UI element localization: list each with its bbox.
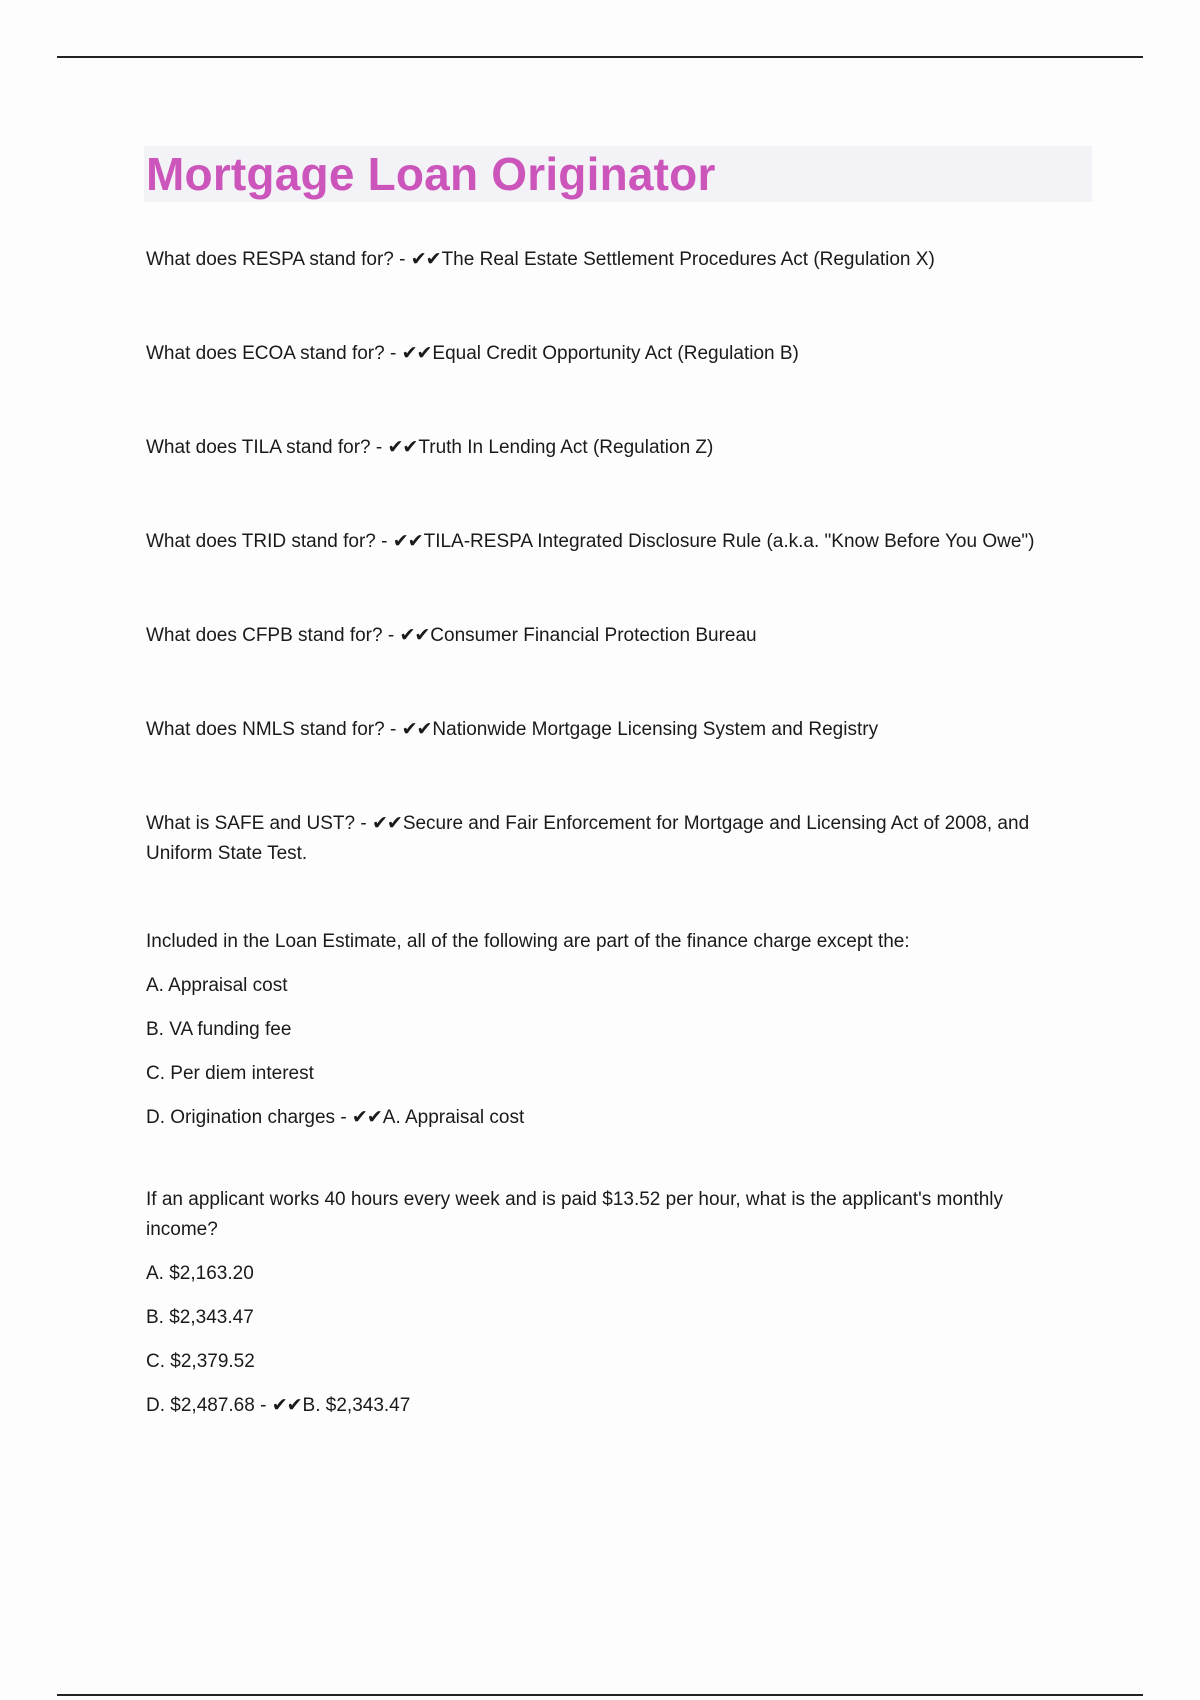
document-title: Mortgage Loan Originator	[146, 148, 716, 200]
double-check-icon: ✔✔	[351, 1107, 382, 1128]
qa-item	[146, 715, 1076, 745]
mc-option: A. $2,163.20	[146, 1263, 254, 1284]
question-text: What does TRID stand for? -	[146, 531, 393, 552]
double-check-icon: ✔✔	[410, 249, 441, 270]
question-text: What does RESPA stand for? -	[146, 249, 411, 270]
question-text: What does NMLS stand for? -	[146, 719, 402, 740]
answer-text: TILA-RESPA Integrated Disclosure Rule (a.k.a. "Know Before You Owe")	[423, 531, 1035, 552]
qa-item	[146, 245, 1076, 275]
qa-item	[146, 339, 1076, 369]
question-text: What does TILA stand for? -	[146, 437, 388, 458]
question-text: What does ECOA stand for? -	[146, 343, 402, 364]
double-check-icon: ✔✔	[387, 437, 418, 458]
mc-option: A. Appraisal cost	[146, 975, 288, 996]
mc-option: B. VA funding fee	[146, 1019, 292, 1040]
answer-text: B. $2,343.47	[302, 1395, 411, 1416]
mc-question	[146, 1185, 1076, 1421]
mc-question	[146, 927, 1076, 1133]
mc-option: C. Per diem interest	[146, 1063, 314, 1084]
document-body	[146, 245, 1076, 1473]
answer-text: A. Appraisal cost	[382, 1107, 525, 1128]
answer-text: The Real Estate Settlement Procedures Act (Regulation X)	[441, 249, 935, 270]
bottom-rule	[57, 1694, 1143, 1696]
double-check-icon: ✔✔	[371, 813, 402, 834]
answer-text: Nationwide Mortgage Licensing System and Registry	[432, 719, 879, 740]
mc-stem: Included in the Loan Estimate, all of the following are part of the finance charge except the:	[146, 931, 910, 952]
mc-option-text: D. Origination charges -	[146, 1107, 352, 1128]
qa-item	[146, 621, 1076, 651]
qa-item	[146, 433, 1076, 463]
double-check-icon: ✔✔	[401, 719, 432, 740]
double-check-icon: ✔✔	[401, 343, 432, 364]
top-rule	[57, 56, 1143, 58]
qa-item	[146, 527, 1076, 557]
question-text: What is SAFE and UST? -	[146, 813, 372, 834]
answer-text: Secure and Fair Enforcement for Mortgage and Licensing Act of 2008, and Uniform State Test.	[146, 813, 1030, 864]
answer-text: Equal Credit Opportunity Act (Regulation B)	[432, 343, 799, 364]
answer-text: Truth In Lending Act (Regulation Z)	[418, 437, 714, 458]
mc-option-last	[146, 1391, 1076, 1421]
double-check-icon: ✔✔	[399, 625, 430, 646]
double-check-icon: ✔✔	[271, 1395, 302, 1416]
double-check-icon: ✔✔	[392, 531, 423, 552]
mc-option-last	[146, 1103, 1076, 1133]
mc-stem: If an applicant works 40 hours every week and is paid $13.52 per hour, what is the applicant's monthly income?	[146, 1189, 1004, 1240]
qa-item	[146, 809, 1076, 869]
mc-option: C. $2,379.52	[146, 1351, 255, 1372]
question-text: What does CFPB stand for? -	[146, 625, 400, 646]
mc-option-text: D. $2,487.68 -	[146, 1395, 272, 1416]
answer-text: Consumer Financial Protection Bureau	[430, 625, 757, 646]
mc-option: B. $2,343.47	[146, 1307, 254, 1328]
